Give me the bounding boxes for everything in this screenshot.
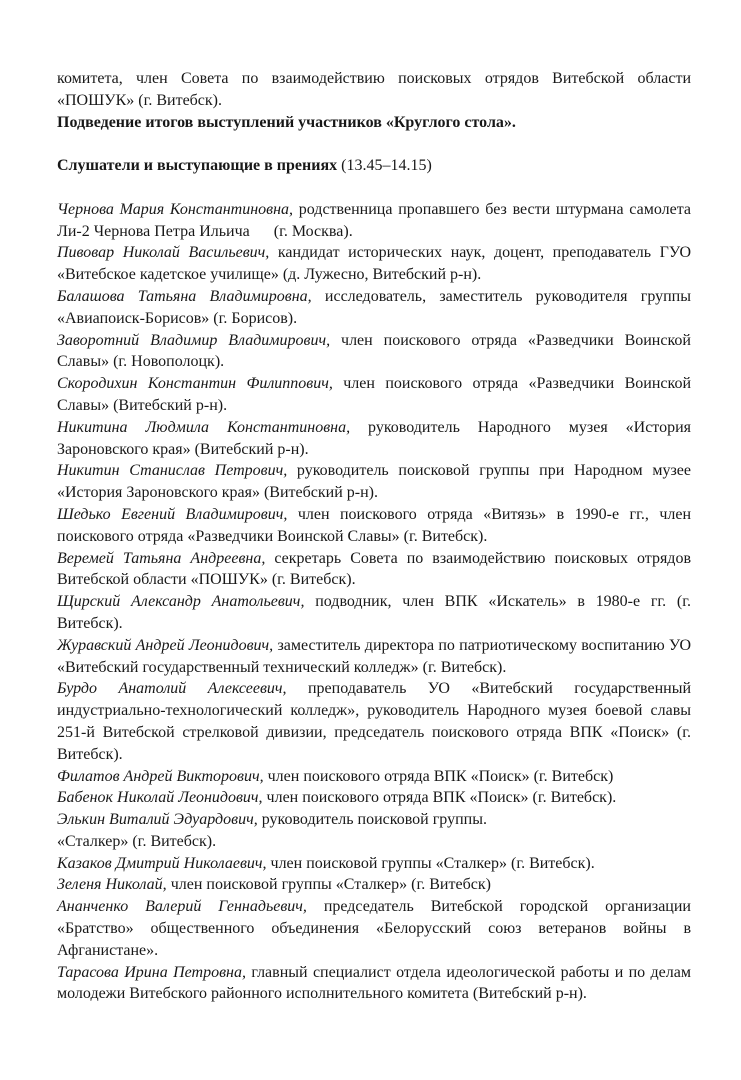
text-run-italic: Ананченко Валерий Геннадьевич, [57, 898, 307, 916]
participant-entry-stalker-line [57, 831, 691, 853]
participant-entry-zhuravskiy [57, 635, 691, 679]
spacer [57, 133, 691, 155]
text-run-italic: Филатов Андрей Викторович, [57, 767, 264, 785]
text-run-bold: Слушатели и выступающие в прениях [57, 157, 338, 175]
continuation-paragraph [57, 68, 691, 112]
participant-entry-zelenya [57, 874, 691, 896]
text-run-italic: Элькин Виталий Эдуардович, [57, 811, 258, 829]
text-run-regular: член поискового отряда «Витязь» в 1990-е гг., член поискового отряда «Разведчики Воинской Славы» (г. Витебск). [57, 505, 692, 545]
text-run-italic: Никитина Людмила Константиновна, [57, 418, 351, 436]
text-run-regular: член поисковой группы «Сталкер» (г. Витебск) [166, 876, 491, 894]
text-run-regular: преподаватель УО «Витебский государственный индустриально-технологический колледж», руководитель Народного музея боевой славы 251-й Витебской стрелковой дивизии, председатель поискового отряда ВПК «Поиск» (г. Витебск). [57, 680, 692, 763]
participant-entry-pivovar [57, 242, 691, 286]
participant-entry-babenok [57, 787, 691, 809]
text-run-regular: (13.45–14.15) [337, 157, 432, 175]
text-run-regular: исследователь, заместитель руководителя группы «Авиапоиск-Борисов» (г. Борисов). [57, 287, 691, 327]
participant-entry-shchirskiy [57, 591, 691, 635]
text-run-regular: «Сталкер» (г. Витебск). [57, 832, 217, 850]
text-run-regular: комитета, член Совета по взаимодействию поисковых отрядов Витебской области «ПОШУК» (г. Витебск). [57, 70, 691, 109]
text-run-regular: член поискового отряда ВПК «Поиск» (г. Витебск) [263, 767, 614, 785]
text-run-regular: главный специалист отдела идеологической работы и по делам молодежи Витебского районного исполнительного комитета (Витебский р-н). [57, 963, 691, 1003]
text-run-italic: Чернова Мария Константиновна, [57, 200, 294, 218]
text-run-italic: Шедько Евгений Владимирович, [57, 505, 288, 523]
text-run-regular: председатель Витебской городской организации «Братство» общественного объединения «Белорусский союз ветеранов войны в Афганистане». [57, 898, 691, 959]
listeners-heading [57, 155, 691, 177]
text-run-regular: член поискового отряда ВПК «Поиск» (г. Витебск). [262, 789, 617, 807]
text-run-regular: секретарь Совета по взаимодействию поисковых отрядов Витебской области «ПОШУК» (г. Витебск). [57, 549, 692, 589]
participant-entry-nikitin [57, 460, 691, 504]
participant-entry-shedko [57, 504, 691, 548]
participant-entry-ananchenko [57, 896, 691, 961]
text-run-italic: Казаков Дмитрий Николаевич, [57, 854, 267, 872]
participant-entry-chernova [57, 199, 691, 243]
participant-entry-balashova [57, 286, 691, 330]
participant-entry-tarasova [57, 962, 691, 1006]
participant-entry-skorodikhin [57, 373, 691, 417]
spacer [57, 177, 691, 199]
participant-entry-zavorotniy [57, 330, 691, 374]
summary-heading [57, 112, 691, 134]
text-run-regular: руководитель поисковой группы при Народном музее «История Зароновского края» (Витебский р-н). [57, 462, 691, 502]
text-run-italic: Бабенок Николай Леонидович, [57, 789, 263, 807]
text-run-regular: заместитель директора по патриотическому воспитанию УО «Витебский государственный технический колледж» (г. Витебск). [57, 636, 692, 676]
participant-entry-kazakov [57, 853, 691, 875]
text-run-italic: Веремей Татьяна Андреевна, [57, 549, 266, 567]
text-run-italic: Пивовар Николай Васильевич, [57, 244, 270, 262]
text-run-regular: родственница пропавшего без вести штурмана самолета Ли-2 Чернова Петра Ильича (г. Москва). [57, 200, 691, 240]
text-run-regular: член поискового отряда «Разведчики Воинской Славы» (Витебский р-н). [57, 375, 691, 414]
text-run-italic: Бурдо Анатолий Алексеевич, [57, 680, 287, 698]
text-run-italic: Щирский Александр Анатольевич, [57, 593, 305, 611]
text-run-regular: кандидат исторических наук, доцент, преподаватель ГУО «Витебское кадетское училище» (д. Лужесно, Витебский р-н). [57, 244, 691, 284]
participant-entry-elkin [57, 809, 691, 831]
participant-entry-filatov [57, 766, 691, 788]
text-run-regular: руководитель поисковой группы. [257, 811, 487, 829]
text-run-regular: подводник, член ВПК «Искатель» в 1980-е гг. (г. Витебск). [57, 593, 691, 632]
text-run-italic: Заворотний Владимир Владимирович, [57, 331, 331, 349]
text-run-italic: Балашова Татьяна Владимировна, [57, 287, 312, 305]
participant-entry-burdo [57, 678, 691, 765]
text-run-regular: член поисковой группы «Сталкер» (г. Витебск). [266, 854, 595, 872]
text-run-bold: Подведение итогов выступлений участников «Круглого стола». [57, 113, 516, 131]
participant-entry-veremey [57, 548, 691, 592]
text-run-italic: Скородихин Константин Филиппович, [57, 375, 333, 393]
document-body [57, 68, 691, 1005]
text-run-italic: Тарасова Ирина Петровна, [57, 963, 246, 981]
text-run-italic: Зеленя Николай, [57, 876, 167, 894]
text-run-italic: Журавский Андрей Леонидович, [57, 636, 274, 654]
text-run-regular: член поискового отряда «Разведчики Воинской Славы» (г. Новополоцк). [57, 331, 691, 371]
participant-entry-nikitina [57, 417, 691, 461]
text-run-regular: руководитель Народного музея «История Зароновского края» (Витебский р-н). [57, 418, 692, 458]
text-run-italic: Никитин Станислав Петрович, [57, 462, 288, 480]
